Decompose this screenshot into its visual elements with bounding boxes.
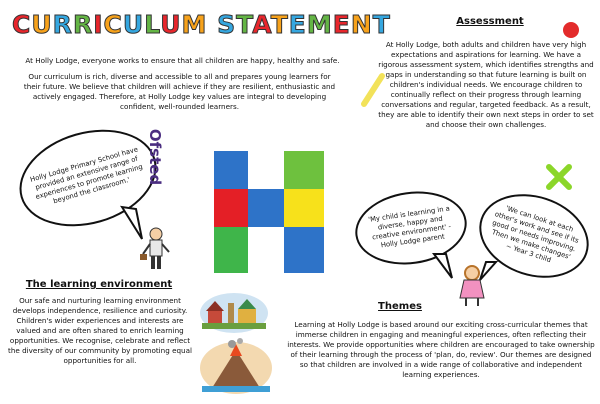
title-letter xyxy=(207,10,217,39)
title-letter: N xyxy=(350,10,373,39)
title-letter: L xyxy=(144,10,161,39)
themes-heading: Themes xyxy=(378,301,422,312)
h-logo-block xyxy=(214,189,248,227)
h-logo-block xyxy=(284,189,324,227)
title-letter: U xyxy=(122,10,145,39)
man-figure-icon xyxy=(138,226,174,272)
title-letter: A xyxy=(252,10,271,39)
title-letter: R xyxy=(52,10,73,39)
red-dot-icon xyxy=(563,22,579,38)
title-letter: E xyxy=(288,10,307,39)
assessment-heading: Assessment xyxy=(456,16,524,27)
title-letter: U xyxy=(31,10,53,39)
title-letter: T xyxy=(270,10,289,39)
h-logo-block xyxy=(214,151,248,189)
themes-body: Learning at Holly Lodge is based around our exciting cross-curricular themes that immerse children in engaging and meaningful experiences, often reflecting their interests. We provide opportunities where children are encouraged to take ownership of their learning through the process of 'plan, do, review'. Our themes are designed so that children are involved in a wide range of collaborative and independent learning experiences. xyxy=(287,320,595,379)
title-letter: C xyxy=(103,10,123,39)
child-quote-text: 'We can look at each other's work and see if its good or needs improving. Then we make changes' ~ Year 3 child xyxy=(491,203,580,264)
assessment-body: At Holly Lodge, both adults and children have very high expectations and aspirations for learning. We have a rigorous assessment system, which identifies strengths and gaps in understanding so that future learning is built on children's individual needs. We encourage children to continually reflect on their progress through learning conversations and regular, targeted feedback. As a result, they are able to identify their own next steps in order to set and choose their own challenges. xyxy=(378,40,594,129)
title-letter: T xyxy=(236,10,253,39)
girl-figure-icon xyxy=(452,264,492,308)
title-letter: R xyxy=(72,10,94,39)
learning-environment-body: Our safe and nurturing learning environment develops independence, resilience and curiosity. Children's wider experiences and interests are valued and are often shared to enrich learning opportunities. We recognise, celebrate and reflect the diversity of our community by promoting equal opportunities for all. xyxy=(8,296,193,365)
title-letter: U xyxy=(160,10,182,39)
parent-quote-text: 'My child is learning in a diverse, happy and creative environment' - Holly Lodge parent xyxy=(367,204,452,250)
title-letter: T xyxy=(372,10,391,39)
h-logo-block xyxy=(214,227,248,273)
learning-environment-heading: The learning environment xyxy=(25,279,173,290)
ofsted-logo: Ofsted xyxy=(146,128,164,186)
intro-line: At Holly Lodge, everyone works to ensure that all children are happy, healthy and safe. xyxy=(25,56,340,65)
title-letter: C xyxy=(12,10,32,39)
ofsted-quote-text: Holly Lodge Primary School have provided an extensive range of experiences to promote learning beyond the classroom.' xyxy=(29,145,144,206)
volcano-illustration xyxy=(198,338,274,396)
title-letter: M xyxy=(306,10,333,39)
title-letter: E xyxy=(332,10,351,39)
title-letter: M xyxy=(181,10,208,39)
h-logo-block xyxy=(248,189,284,227)
h-logo-block xyxy=(284,151,324,189)
green-cross-icon xyxy=(545,163,573,191)
page-title xyxy=(12,10,392,40)
title-letter: I xyxy=(93,10,104,39)
title-letter: S xyxy=(217,10,237,39)
intro-paragraph: Our curriculum is rich, diverse and accessible to all and prepares young learners for their future. We believe that children will achieve if they are resilient, enthusiastic and actively engaged. Therefore, at Holly Lodge key values are integral to developing confident, well-rounded learners. xyxy=(23,72,336,111)
h-logo-block xyxy=(284,227,324,273)
holly-lodge-h-logo xyxy=(214,151,344,273)
world-landmarks-illustration xyxy=(198,289,270,335)
